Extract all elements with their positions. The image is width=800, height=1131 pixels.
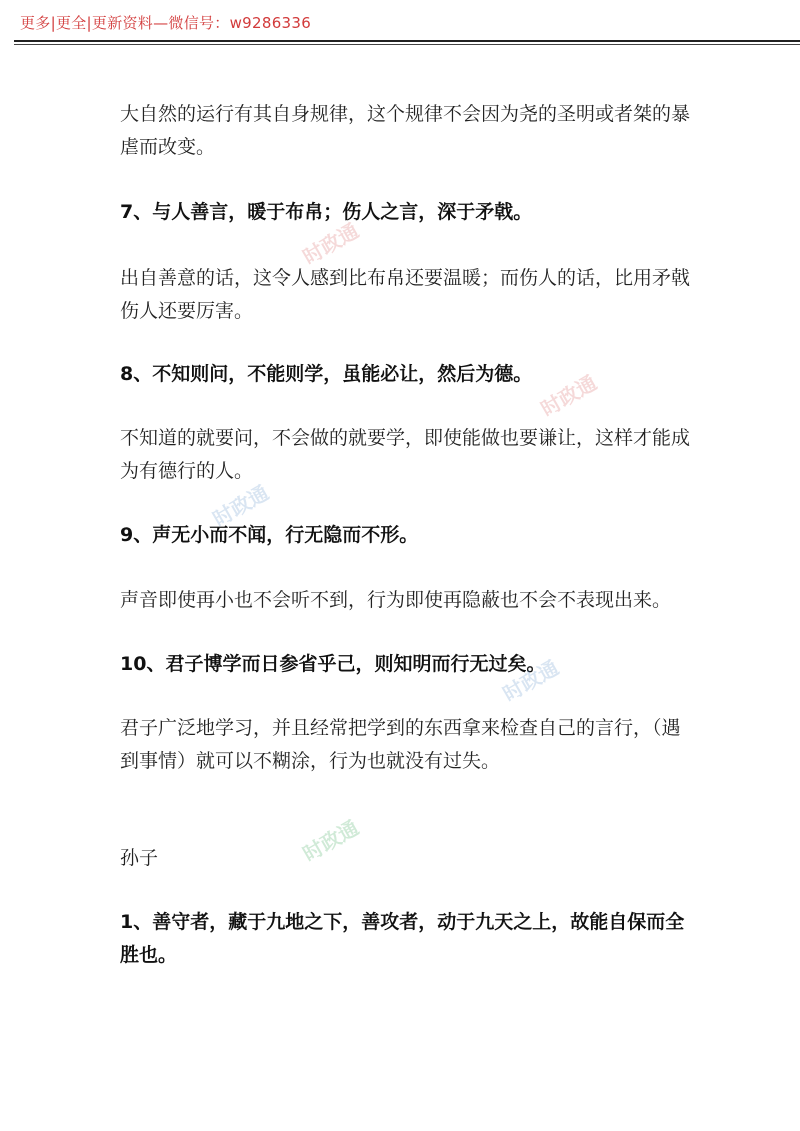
- quote-heading-7: 7、与人善言，暖于布帛；伤人之言，深于矛戟。: [120, 201, 533, 223]
- watermark-text: 时政通: [298, 218, 363, 270]
- section-title-sunzi: 孙子: [120, 847, 159, 869]
- watermark-text: 时政通: [498, 655, 563, 707]
- quote-heading-10: 10、君子博学而日参省乎己，则知明而行无过矣。: [120, 653, 546, 675]
- watermark-text: 时政通: [208, 480, 273, 532]
- header-divider-thin: [14, 44, 800, 45]
- paragraph-explanation: 君子广泛地学习，并且经常把学到的东西拿来检查自己的言行，（遇到事情）就可以不糊涂，行为也就没有过失。: [120, 717, 681, 772]
- quote-heading-9: 9、声无小而不闻，行无隐而不形。: [120, 524, 419, 546]
- watermark-text: 时政通: [536, 370, 601, 422]
- paragraph-explanation: 出自善意的话，这令人感到比布帛还要温暖；而伤人的话，比用矛戟伤人还要厉害。: [120, 267, 691, 322]
- paragraph-explanation: 不知道的就要问，不会做的就要学，即使能做也要谦让，这样才能成为有德行的人。: [120, 427, 691, 482]
- header-promo-text: 更多|更全|更新资料—微信号：w9286336: [20, 14, 312, 32]
- quote-heading-1: 1、善守者，藏于九地之下，善攻者，动于九天之上，故能自保而全胜也。: [120, 911, 685, 966]
- watermark-text: 时政通: [298, 815, 363, 867]
- paragraph-explanation: 声音即使再小也不会听不到，行为即使再隐蔽也不会不表现出来。: [120, 589, 672, 611]
- page-header: [0, 0, 800, 44]
- quote-heading-8: 8、不知则问，不能则学，虽能必让，然后为德。: [120, 363, 533, 385]
- paragraph-explanation: 大自然的运行有其自身规律，这个规律不会因为尧的圣明或者桀的暴虐而改变。: [120, 103, 691, 158]
- header-divider-thick: [14, 40, 800, 42]
